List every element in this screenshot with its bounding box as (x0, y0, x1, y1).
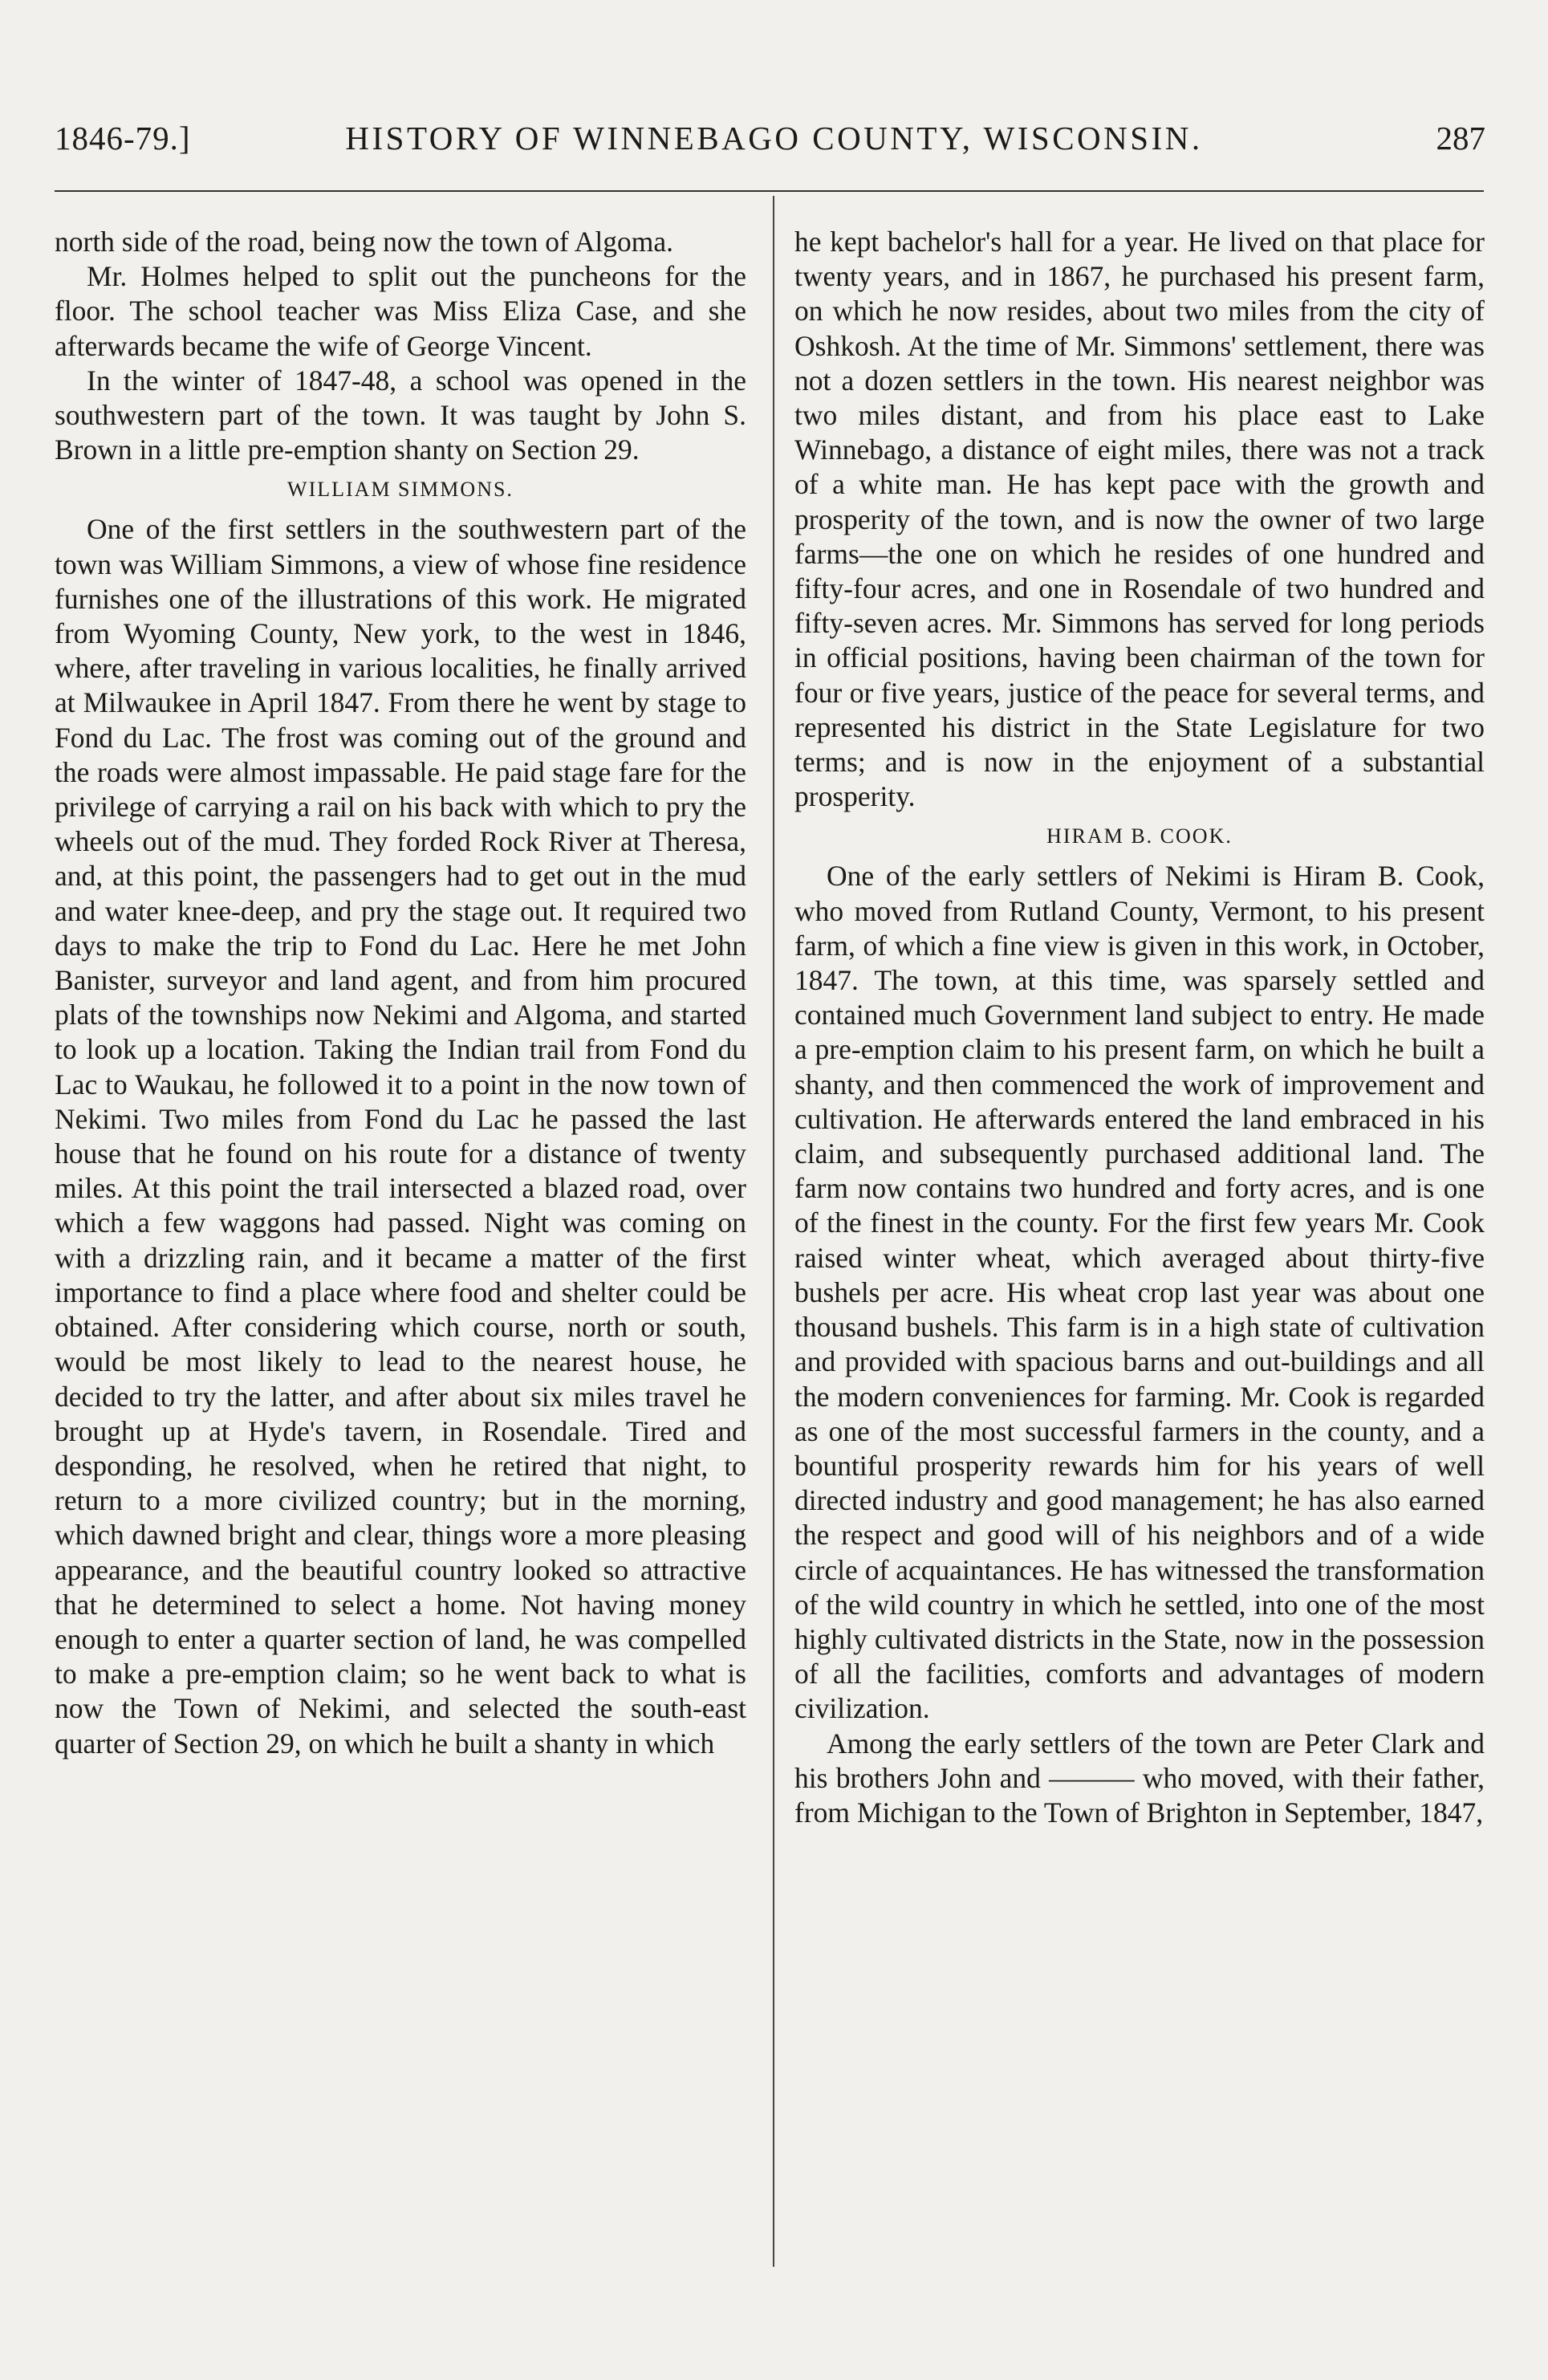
left-column (55, 225, 746, 1761)
column-divider (773, 196, 774, 2267)
paragraph: Mr. Holmes helped to split out the puncheons for the floor. The school teacher was Miss Eliza Case, and she afterwards became the wife of George Vincent. (55, 260, 746, 362)
paragraph: In the winter of 1847-48, a school was opened in the southwestern part of the town. It was taught by John S. Brown in a little pre-emption shanty on Section 29. (55, 364, 746, 466)
paragraph: One of the first settlers in the southwestern part of the town was William Simmons, a view of whose fine residence furnishes one of the illustrations of this work. He migrated from Wyoming County, New york, to the west in 1846, where, after traveling in various localities, he finally arrived at Milwaukee in April 1847. From there he went by stage to Fond du Lac. The frost was coming out of the ground and the roads were almost impassable. He paid stage fare for the privilege of carrying a rail on his back with which to pry the wheels out of the mud. They forded Rock River at Theresa, and, at this point, the passengers had to get out in the mud and water knee-deep, and pry the stage out. It required two days to make the trip to Fond du Lac. Here he met John Banister, surveyor and land agent, and from him procured plats of the townships now Nekimi and Algoma, and started to look up a location. Taking the Indian trail from Fond du Lac to Waukau, he followed it to a point in the now town of Nekimi. Two miles from Fond du Lac he passed the last house that he found on his route for a distance of twenty miles. At this point the trail intersected a blazed road, over which a few waggons had passed. Night was coming on with a drizzling rain, and it became a matter of the first importance to find a place where food and shelter could be obtained. After considering which course, north or south, would be most likely to lead to the nearest house, he decided to try the latter, and after about six miles travel he brought up at Hyde's tavern, in Rosendale. Tired and desponding, he resolved, when he retired that night, to return to a more civilized country; but in the morning, which dawned bright and clear, things wore a more pleasing appearance, and the beautiful country looked so attractive that he determined to select a home. Not having money enough to enter a quarter section of land, he was compelled to make a pre-emption claim; so he went back to what is now the Town of Nekimi, and selected the south-east quarter of Section 29, on which he built a shanty in which (55, 513, 746, 1760)
page-number: 287 (1436, 120, 1485, 157)
header-title: HISTORY OF WINNEBAGO COUNTY, WISCONSIN. (345, 120, 1203, 157)
section-heading-hiram-b-cook: HIRAM B. COOK. (1046, 824, 1233, 848)
paragraph: north side of the road, being now the town of Algoma. (55, 226, 673, 258)
paragraph: he kept bachelor's hall for a year. He lived on that place for twenty years, and in 1867, he purchased his present farm, on which he now resides, about two miles from the city of Oshkosh. At the time of Mr. Simmons' settlement, there was not a dozen settlers in the town. His nearest neighbor was two miles distant, and from his place east to Lake Winnebago, a distance of eight miles, there was not a track of a white man. He has kept pace with the growth and prosperity of the town, and is now the owner of two large farms—the one on which he resides of one hundred and fifty-four acres, and one in Rosendale of two hundred and fifty-seven acres. Mr. Simmons has served for long periods in official positions, having been chairman of the town for four or five years, justice of the peace for several terms, and represented his district in the State Legislature for two terms; and is now in the enjoyment of a substantial prosperity. (794, 226, 1485, 813)
header-date-range: 1846-79.] (55, 120, 191, 157)
paragraph: One of the early settlers of Nekimi is Hiram B. Cook, who moved from Rutland County, Vermont, to his present farm, of which a fine view is given in this work, in October, 1847. The town, at this time, was sparsely settled and contained much Government land subject to entry. He made a pre-emption claim to his present farm, on which he built a shanty, and then commenced the work of improvement and cultivation. He afterwards entered the land embraced in his claim, and subsequently purchased additional land. The farm now contains two hundred and forty acres, and is one of the finest in the county. For the first few years Mr. Cook raised winter wheat, which averaged about thirty-five bushels per acre. His wheat crop last year was about one thousand bushels. This farm is in a high state of cultivation and provided with spacious barns and out-buildings and all the modern conveniences for farming. Mr. Cook is regarded as one of the most successful farmers in the county, and a bountiful prosperity rewards him for his years of well directed industry and good management; he has also earned the respect and good will of his neighbors and of a wide circle of acquaintances. He has witnessed the transformation of the wild country in which he settled, into one of the most highly cultivated districts in the State, now in the possession of all the facilities, comforts and advantages of modern civilization. (794, 860, 1485, 1725)
header-rule (55, 190, 1484, 192)
paragraph: Among the early settlers of the town are Peter Clark and his brothers John and ——— who moved, with their father, from Michigan to the Town of Brighton in September, 1847, (794, 1727, 1485, 1829)
section-heading-william-simmons: WILLIAM SIMMONS. (287, 478, 514, 502)
running-header (55, 119, 1493, 167)
right-column (794, 225, 1485, 1830)
